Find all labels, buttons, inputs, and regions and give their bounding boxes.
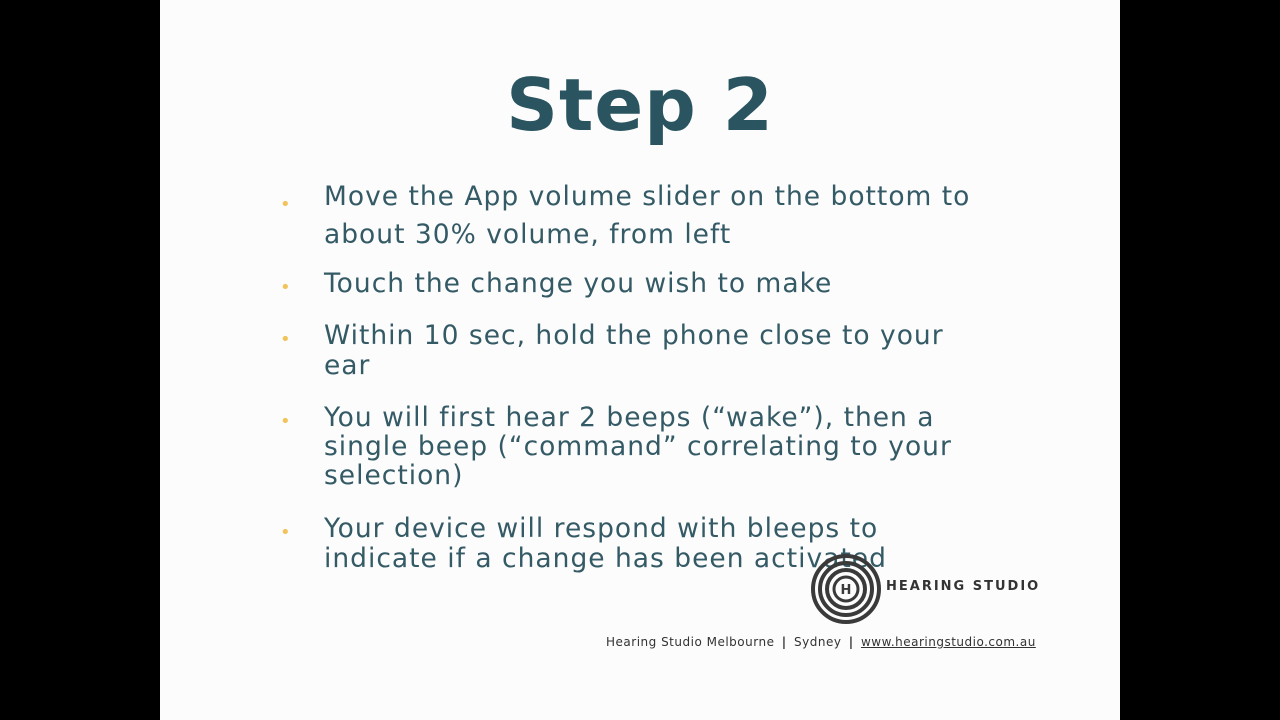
bullet-text: Your device will respond with bleeps to indicate if a change has been activated bbox=[324, 513, 887, 574]
bullet-item bbox=[278, 403, 998, 490]
hearing-studio-logo-icon bbox=[810, 553, 882, 625]
bullet-dot-icon: • bbox=[280, 277, 292, 298]
bullet-text: You will first hear 2 beeps (“wake”), then a single beep (“command” correlating to your selection) bbox=[324, 402, 952, 491]
footer-label: Hearing Studio Melbourne bbox=[606, 635, 775, 649]
footer-separator: | bbox=[848, 635, 854, 649]
footer bbox=[606, 635, 1036, 649]
bullet-dot-icon: • bbox=[280, 194, 292, 215]
slide-title: Step 2 bbox=[506, 63, 774, 147]
bullet-item bbox=[278, 269, 998, 299]
bullet-text: Move the App volume slider on the bottom to about 30% volume, from left bbox=[324, 181, 971, 250]
bullet-item bbox=[278, 514, 998, 574]
bullet-dot-icon: • bbox=[280, 522, 292, 543]
bullet-text: Within 10 sec, hold the phone close to your ear bbox=[324, 320, 944, 381]
bullet-item bbox=[278, 321, 998, 381]
bullet-dot-icon: • bbox=[280, 329, 292, 350]
bullet-dot-icon: • bbox=[280, 411, 292, 432]
brand-name: HEARING STUDIO bbox=[886, 579, 1041, 594]
footer-city: Sydney bbox=[794, 635, 842, 649]
logo-letter: H bbox=[840, 583, 852, 598]
bullet-item bbox=[278, 178, 998, 254]
slide bbox=[160, 0, 1120, 720]
footer-separator: | bbox=[781, 635, 787, 649]
footer-website-link[interactable]: www.hearingstudio.com.au bbox=[860, 635, 1036, 649]
bullet-list bbox=[278, 178, 998, 574]
bullet-text: Touch the change you wish to make bbox=[324, 268, 833, 299]
